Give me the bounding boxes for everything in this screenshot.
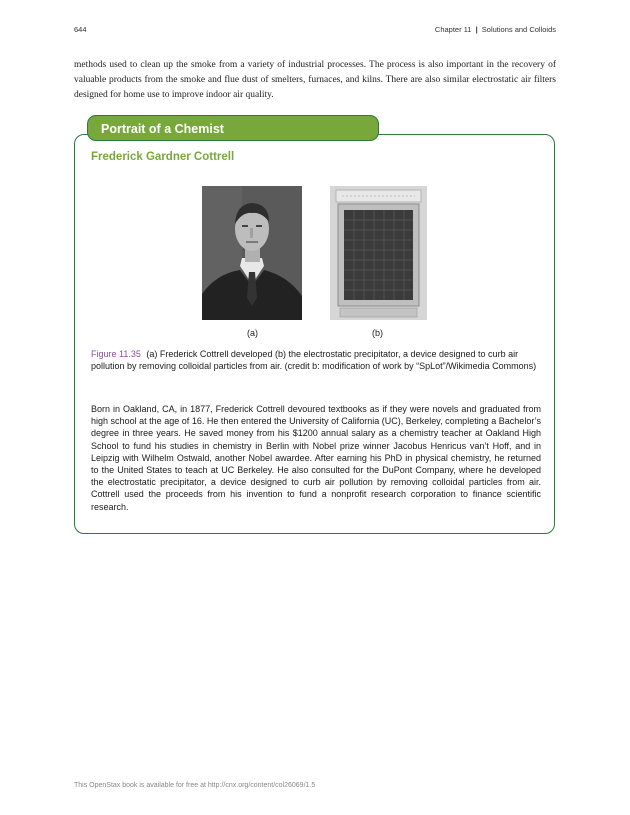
chapter-label: Chapter 11 [434, 25, 472, 34]
figure-caption [91, 349, 541, 372]
running-head [435, 25, 556, 34]
feature-tab-title: Portrait of a Chemist [87, 115, 379, 141]
figure-number: Figure 11.35 [91, 349, 141, 359]
figure-caption-text: (a) Frederick Cottrell developed (b) the electrostatic precipitator, a device designed to curb air pollution by removing colloidal particles from air. (credit b: modification of work by “SpLot”/Wikimedia Commons) [91, 349, 537, 371]
page-number: 644 [74, 25, 87, 34]
intro-paragraph: methods used to clean up the smoke from a variety of industrial processes. The process is also important in the recovery of valuable products from the smoke and flue dust of smelters, furnaces, and kilns. There are also similar electrostatic air filters designed for home use to improve indoor air quality. [74, 60, 556, 100]
electrostatic-precipitator-photo [330, 186, 427, 320]
section-label: Solutions and Colloids [481, 25, 556, 34]
figure-label-a: (a) [247, 328, 258, 338]
biography-paragraph: Born in Oakland, CA, in 1877, Frederick Cottrell devoured textbooks as if they were novels and graduated from high school at the age of 16. He then entered the University of California (UC), Berkeley, completing a Bachelor’s degree in three years. He saved money from his $1200 annual salary as a chemistry teacher at Oakland High School to fund his studies in chemistry in Berlin with Nobel prize winner Jacobus Henricus van’t Hoff, and in Leipzig with Wilhelm Ostwald, another Nobel awardee. After earning his PhD in physical chemistry, he returned to the United States to teach at UC Berkeley. He also consulted for the DuPont Company, where he developed the electrostatic precipitator, a device designed to curb air pollution by removing colloidal particles from air. Cottrell used the proceeds from his invention to fund a nonprofit research corporation to finance scientific research. [91, 404, 541, 512]
cottrell-portrait-photo [202, 186, 302, 320]
chemist-name: Frederick Gardner Cottrell [91, 151, 235, 163]
footer-note: This OpenStax book is available for free at http://cnx.org/content/col26069/1.5 [74, 782, 316, 789]
header-separator: | [475, 25, 478, 34]
figure-label-b: (b) [372, 328, 383, 338]
